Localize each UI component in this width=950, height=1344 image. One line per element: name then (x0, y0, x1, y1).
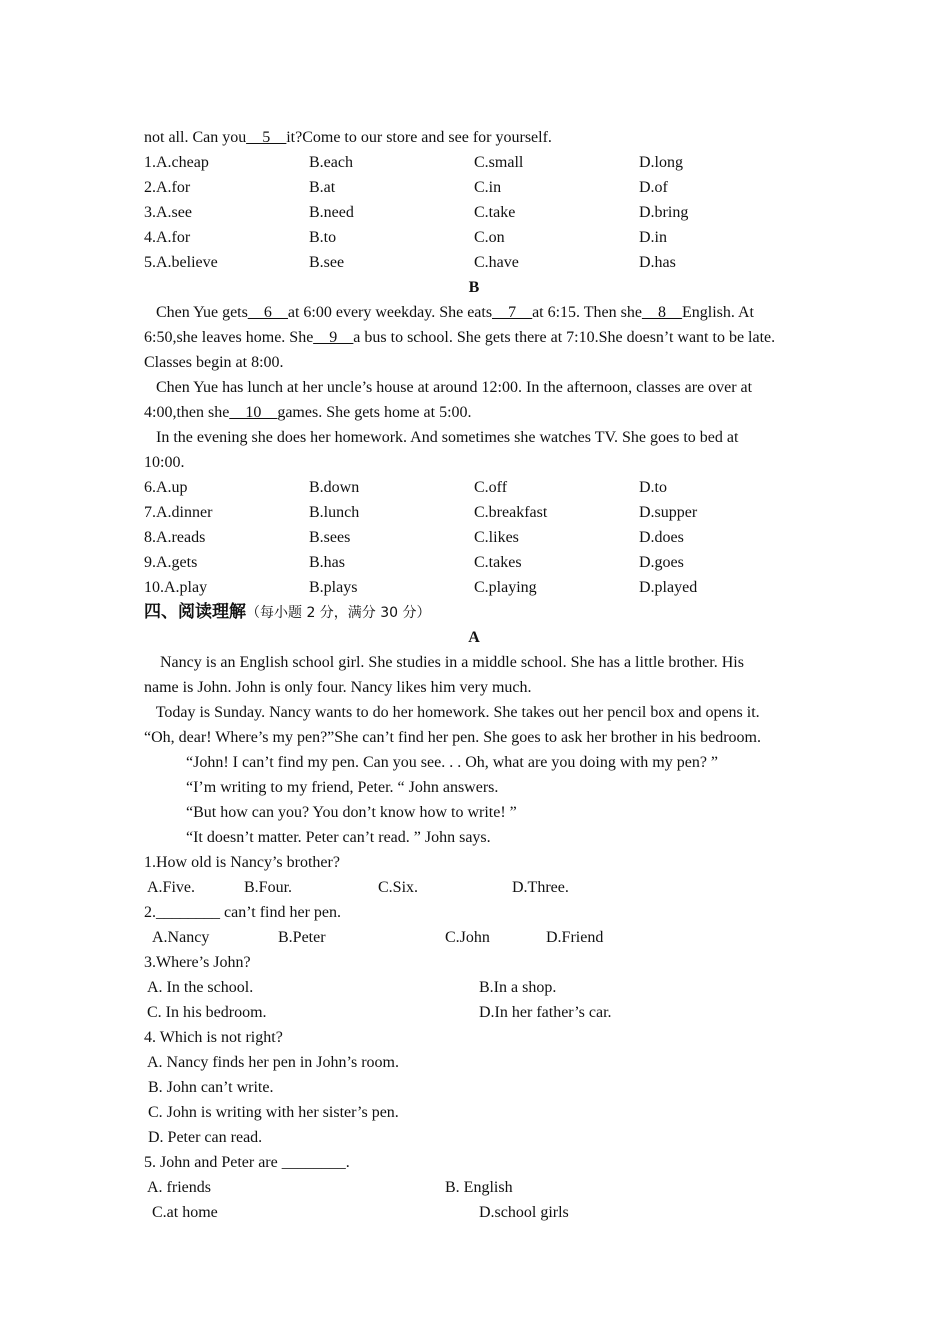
question-5-options (144, 1200, 804, 1225)
option-row: 9.A.gets B.has C.takes D.goes (144, 554, 684, 571)
reading-a-heading: A (468, 629, 480, 646)
choice: D.Friend (546, 929, 604, 946)
option-row: 8.A.reads B.sees C.likes D.does (144, 529, 684, 546)
blank-7: __7__ (492, 304, 533, 321)
dialogue-line: “It doesn’t matter. Peter can’t read. ” John says. (186, 829, 491, 846)
option-row: 2.A.for B.at C.in D.of (144, 179, 668, 196)
question-5-options (144, 1175, 804, 1200)
blank-9: __9__ (313, 329, 354, 346)
question-4: 4. Which is not right? (144, 1029, 283, 1046)
choice: A.Nancy (152, 929, 210, 946)
choice: B.Four. (244, 879, 293, 896)
option-row: 6.A.up B.down C.off D.to (144, 479, 667, 496)
option-row: 4.A.for B.to C.on D.in (144, 229, 667, 246)
choice: B. English (445, 1179, 513, 1196)
reading-line: Nancy is an English school girl. She studies in a middle school. She has a little brother. His (160, 654, 744, 671)
blank-8: __8__ (641, 304, 682, 321)
blank-5: __5__ (246, 129, 287, 146)
choice: A. In the school. (147, 979, 254, 996)
cloze-a-last-line: not all. Can you__5__it?Come to our store and see for yourself. (144, 129, 552, 146)
question-2-options (144, 925, 804, 950)
question-5: 5. John and Peter are ________. (144, 1154, 350, 1171)
question-2: 2.________ can’t find her pen. (144, 904, 341, 921)
section-note: （每小题 2 分，满分 30 分） (246, 605, 431, 621)
passage-b-line: 4:00,then she__10__games. She gets home at 5:00. (144, 404, 472, 421)
choice: D. Peter can read. (148, 1129, 263, 1146)
choice: C.John (445, 929, 490, 946)
blank-6: __6__ (247, 304, 288, 321)
choice: A.Five. (147, 879, 195, 896)
choice: A. Nancy finds her pen in John’s room. (147, 1054, 399, 1071)
question-3: 3.Where’s John? (144, 954, 251, 971)
section-4-heading (144, 600, 804, 625)
choice: C. In his bedroom. (147, 1004, 267, 1021)
blank-10: __10__ (229, 404, 278, 421)
passage-b-line: Classes begin at 8:00. (144, 354, 284, 371)
passage-b-line: 6:50,she leaves home. She__9__a bus to school. She gets there at 7:10.She doesn’t want to be late. (144, 329, 776, 346)
choice: C.Six. (378, 879, 419, 896)
option-row: 1.A.cheap B.each C.small D.long (144, 154, 683, 171)
passage-b-line: 10:00. (144, 454, 185, 471)
option-row: 10.A.play B.plays C.playing D.played (144, 579, 698, 596)
dialogue-line: “John! I can’t find my pen. Can you see. . . Oh, what are you doing with my pen? ” (186, 754, 719, 771)
passage-b-line: In the evening she does her homework. And sometimes she watches TV. She goes to bed at (156, 429, 739, 446)
reading-line: Today is Sunday. Nancy wants to do her homework. She takes out her pencil box and opens it. (155, 704, 760, 721)
choice: C. John is writing with her sister’s pen. (148, 1104, 399, 1121)
section-title: 四、阅读理解 (144, 602, 246, 622)
passage-b-line: Chen Yue has lunch at her uncle’s house at around 12:00. In the afternoon, classes are over at (156, 379, 753, 396)
choice: D.Three. (512, 879, 569, 896)
question-1-options (144, 875, 804, 900)
choice: B.In a shop. (479, 979, 557, 996)
question-1: 1.How old is Nancy’s brother? (144, 854, 340, 871)
question-3-options (144, 1000, 804, 1025)
part-b-heading: B (468, 279, 480, 296)
reading-line: “Oh, dear! Where’s my pen?”She can’t find her pen. She goes to ask her brother in his bedroom. (144, 729, 761, 746)
dialogue-line: “I’m writing to my friend, Peter. “ John answers. (186, 779, 499, 796)
option-row: 3.A.see B.need C.take D.bring (144, 204, 689, 221)
question-3-options (144, 975, 804, 1000)
choice: A. friends (147, 1179, 211, 1196)
choice: C.at home (152, 1204, 218, 1221)
passage-b-line: Chen Yue gets__6__at 6:00 every weekday. She eats__7__at 6:15. Then she__8__English. At (156, 304, 754, 321)
choice: D.school girls (479, 1204, 569, 1221)
exam-page (144, 125, 804, 1225)
choice: B. John can’t write. (148, 1079, 274, 1096)
choice: B.Peter (278, 929, 326, 946)
choice: D.In her father’s car. (479, 1004, 612, 1021)
reading-line: name is John. John is only four. Nancy likes him very much. (144, 679, 532, 696)
option-row: 7.A.dinner B.lunch C.breakfast D.supper (144, 504, 698, 521)
dialogue-line: “But how can you? You don’t know how to write! ” (186, 804, 517, 821)
option-row: 5.A.believe B.see C.have D.has (144, 254, 676, 271)
